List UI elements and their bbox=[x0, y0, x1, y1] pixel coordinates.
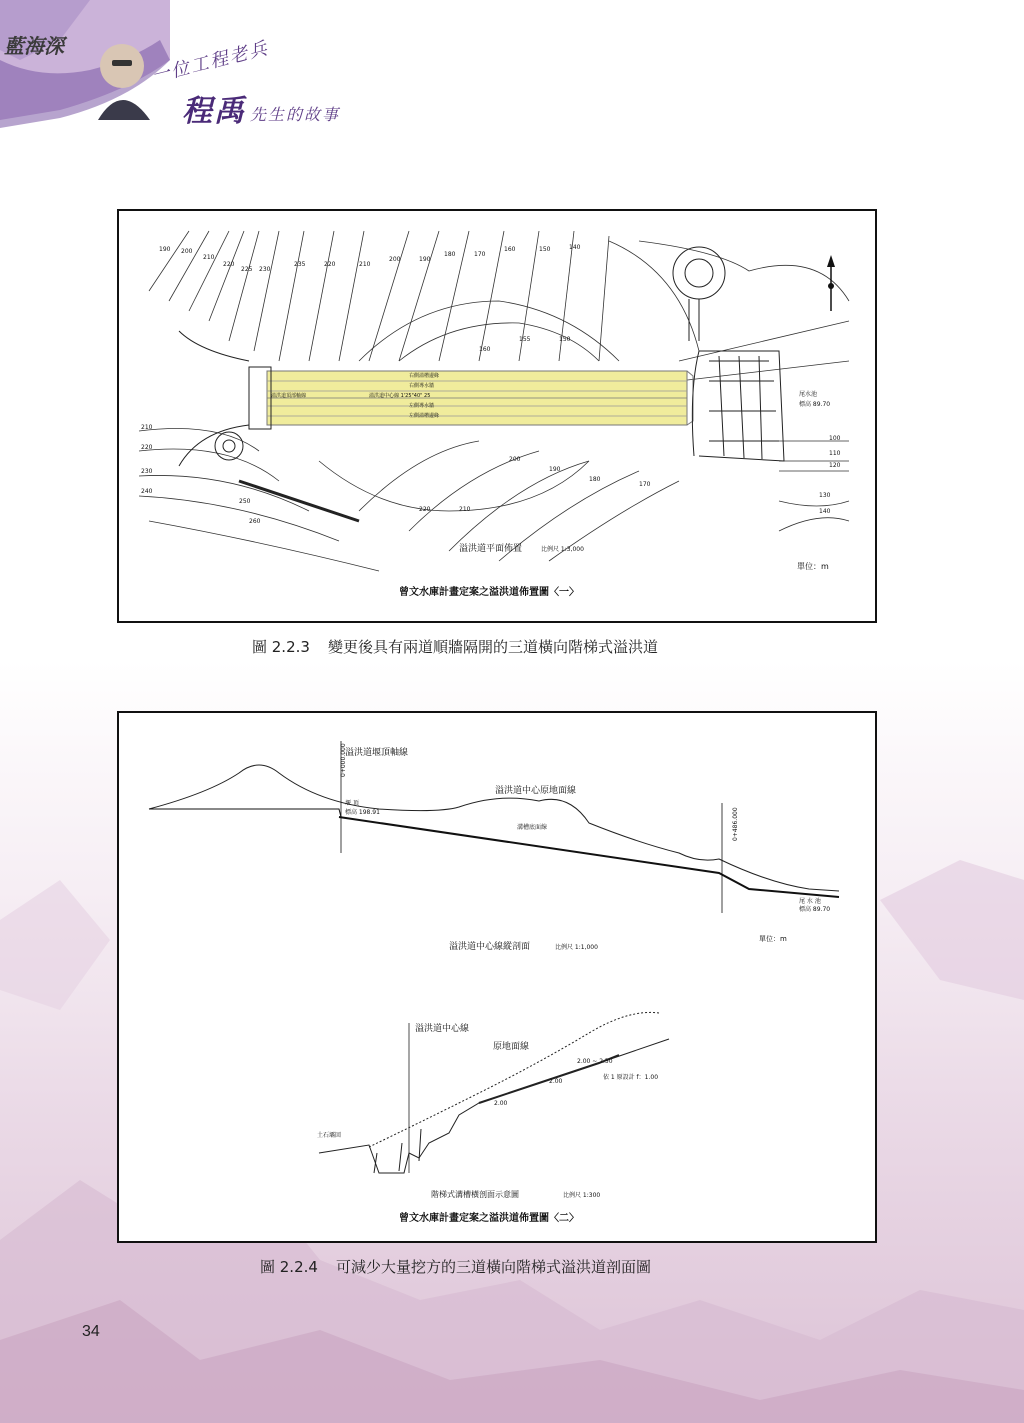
channel-label: 溢洪道中心線 1'25"40" 25 bbox=[369, 393, 431, 399]
svg-text:溝槽底面線: 溝槽底面線 bbox=[517, 824, 548, 831]
svg-text:溢洪道中心原地面線: 溢洪道中心原地面線 bbox=[495, 786, 577, 796]
svg-text:260: 260 bbox=[249, 518, 261, 525]
page-header bbox=[0, 0, 360, 140]
svg-text:155: 155 bbox=[519, 336, 531, 343]
svg-text:100: 100 bbox=[829, 435, 841, 442]
profile-channel-bottom bbox=[339, 817, 839, 897]
spillway-sections-drawing bbox=[119, 713, 875, 1241]
figure1-title: 曾文水庫計畫定案之溢洪道佈置圖〈一〉 bbox=[399, 587, 579, 598]
plan-label: 溢洪道平面佈置 bbox=[459, 544, 523, 554]
svg-text:堰 頂: 堰 頂 bbox=[345, 800, 359, 807]
figure2-caption-text: 可減少大量挖方的三道橫向階梯式溢洪道剖面圖 bbox=[335, 1258, 651, 1276]
svg-text:0+000.000: 0+000.000 bbox=[340, 743, 347, 777]
svg-text:尾 水 池: 尾 水 池 bbox=[799, 898, 821, 905]
svg-text:2.00 ~ 2.50: 2.00 ~ 2.50 bbox=[577, 1058, 613, 1065]
svg-text:200: 200 bbox=[509, 456, 521, 463]
svg-text:230: 230 bbox=[259, 266, 271, 273]
svg-text:210: 210 bbox=[459, 506, 471, 513]
svg-text:單位：m: 單位：m bbox=[759, 935, 787, 943]
svg-text:2.00: 2.00 bbox=[549, 1078, 563, 1085]
svg-text:0+486.000: 0+486.000 bbox=[732, 807, 739, 841]
plan-stilling-basin bbox=[692, 351, 784, 461]
figure1-caption-text: 變更後具有兩道順牆隔開的三道橫向階梯式溢洪道 bbox=[327, 638, 658, 656]
svg-text:210: 210 bbox=[141, 424, 153, 431]
svg-text:250: 250 bbox=[239, 498, 251, 505]
svg-text:200: 200 bbox=[181, 248, 193, 255]
cross-section-labels bbox=[317, 1022, 658, 1199]
header-title-suffix: 先生的故事 bbox=[250, 105, 341, 124]
svg-text:150: 150 bbox=[539, 246, 551, 253]
svg-text:110: 110 bbox=[829, 450, 841, 457]
svg-text:150: 150 bbox=[559, 336, 571, 343]
svg-text:標高 89.70: 標高 89.70 bbox=[799, 906, 831, 913]
svg-text:2.00: 2.00 bbox=[494, 1100, 508, 1107]
svg-text:比例尺 1:300: 比例尺 1:300 bbox=[563, 1192, 601, 1199]
svg-text:225: 225 bbox=[241, 266, 253, 273]
plan-crest-structure bbox=[179, 331, 359, 521]
tailwater-label: 尾水池 bbox=[799, 391, 818, 398]
header-title-name: 程禹 bbox=[182, 94, 246, 129]
svg-text:200: 200 bbox=[389, 256, 401, 263]
svg-text:220: 220 bbox=[324, 261, 336, 268]
svg-text:180: 180 bbox=[589, 476, 601, 483]
spillway-channel bbox=[267, 371, 693, 425]
svg-text:210: 210 bbox=[203, 254, 215, 261]
svg-text:原地面線: 原地面線 bbox=[493, 1042, 530, 1052]
svg-text:190: 190 bbox=[419, 256, 431, 263]
channel-label: 右側導水牆 bbox=[409, 383, 435, 389]
svg-text:溢洪道中心線縱剖面: 溢洪道中心線縱剖面 bbox=[449, 942, 531, 952]
svg-text:220: 220 bbox=[141, 444, 153, 451]
figure-spillway-sections bbox=[117, 711, 877, 1243]
svg-text:120: 120 bbox=[829, 462, 841, 469]
header-logo: 藍海深 bbox=[4, 34, 64, 58]
figure2-title: 曾文水庫計畫定案之溢洪道佈置圖〈二〉 bbox=[399, 1213, 579, 1224]
svg-text:階梯式溝槽橫剖面示意圖: 階梯式溝槽橫剖面示意圖 bbox=[431, 1190, 519, 1199]
cross-section-drawing bbox=[319, 1012, 669, 1173]
svg-text:230: 230 bbox=[141, 468, 153, 475]
svg-text:210: 210 bbox=[359, 261, 371, 268]
svg-text:220: 220 bbox=[419, 506, 431, 513]
plan-roundabout bbox=[673, 247, 725, 341]
tailwater-elevation: 標高 89.70 bbox=[799, 401, 831, 408]
channel-label: 左側導水牆 bbox=[409, 403, 435, 409]
profile-labels bbox=[340, 743, 830, 952]
plan-unit: 單位：m bbox=[797, 562, 829, 571]
svg-text:170: 170 bbox=[639, 481, 651, 488]
svg-text:190: 190 bbox=[159, 246, 171, 253]
svg-text:190: 190 bbox=[549, 466, 561, 473]
figure1-caption-number: 圖 2.2.3 bbox=[252, 638, 310, 656]
svg-text:130: 130 bbox=[819, 492, 831, 499]
svg-text:160: 160 bbox=[504, 246, 516, 253]
spillway-plan-drawing bbox=[119, 211, 875, 621]
svg-text:220: 220 bbox=[223, 261, 235, 268]
svg-text:235: 235 bbox=[294, 261, 306, 268]
channel-label: 左側溢槽邊緣 bbox=[409, 413, 440, 419]
crest-axis-label: 溢洪道頂部軸線 bbox=[271, 393, 307, 399]
svg-text:依 1 原設計 f：1.00: 依 1 原設計 f：1.00 bbox=[603, 1074, 659, 1081]
figure2-caption-number: 圖 2.2.4 bbox=[260, 1258, 318, 1276]
north-arrow-icon bbox=[827, 255, 835, 311]
figure2-caption bbox=[260, 1256, 651, 1277]
header-title-line1: 一位工程老兵 bbox=[149, 37, 272, 88]
figure1-caption bbox=[252, 636, 658, 657]
svg-text:溢洪道堰頂軸線: 溢洪道堰頂軸線 bbox=[345, 748, 409, 758]
svg-text:土石壩回: 土石壩回 bbox=[317, 1132, 342, 1139]
svg-text:140: 140 bbox=[569, 244, 581, 251]
svg-text:160: 160 bbox=[479, 346, 491, 353]
plan-scale: 比例尺 1:3,000 bbox=[541, 546, 584, 553]
svg-text:比例尺 1:1,000: 比例尺 1:1,000 bbox=[555, 944, 598, 951]
svg-text:170: 170 bbox=[474, 251, 486, 258]
page-number: 34 bbox=[82, 1323, 100, 1340]
svg-text:140: 140 bbox=[819, 508, 831, 515]
svg-text:標高 198.91: 標高 198.91 bbox=[345, 809, 380, 816]
channel-label: 右側溢槽邊緣 bbox=[409, 373, 440, 379]
svg-text:240: 240 bbox=[141, 488, 153, 495]
svg-text:溢洪道中心線: 溢洪道中心線 bbox=[415, 1024, 470, 1034]
svg-text:180: 180 bbox=[444, 251, 456, 258]
figure-spillway-plan bbox=[117, 209, 877, 623]
